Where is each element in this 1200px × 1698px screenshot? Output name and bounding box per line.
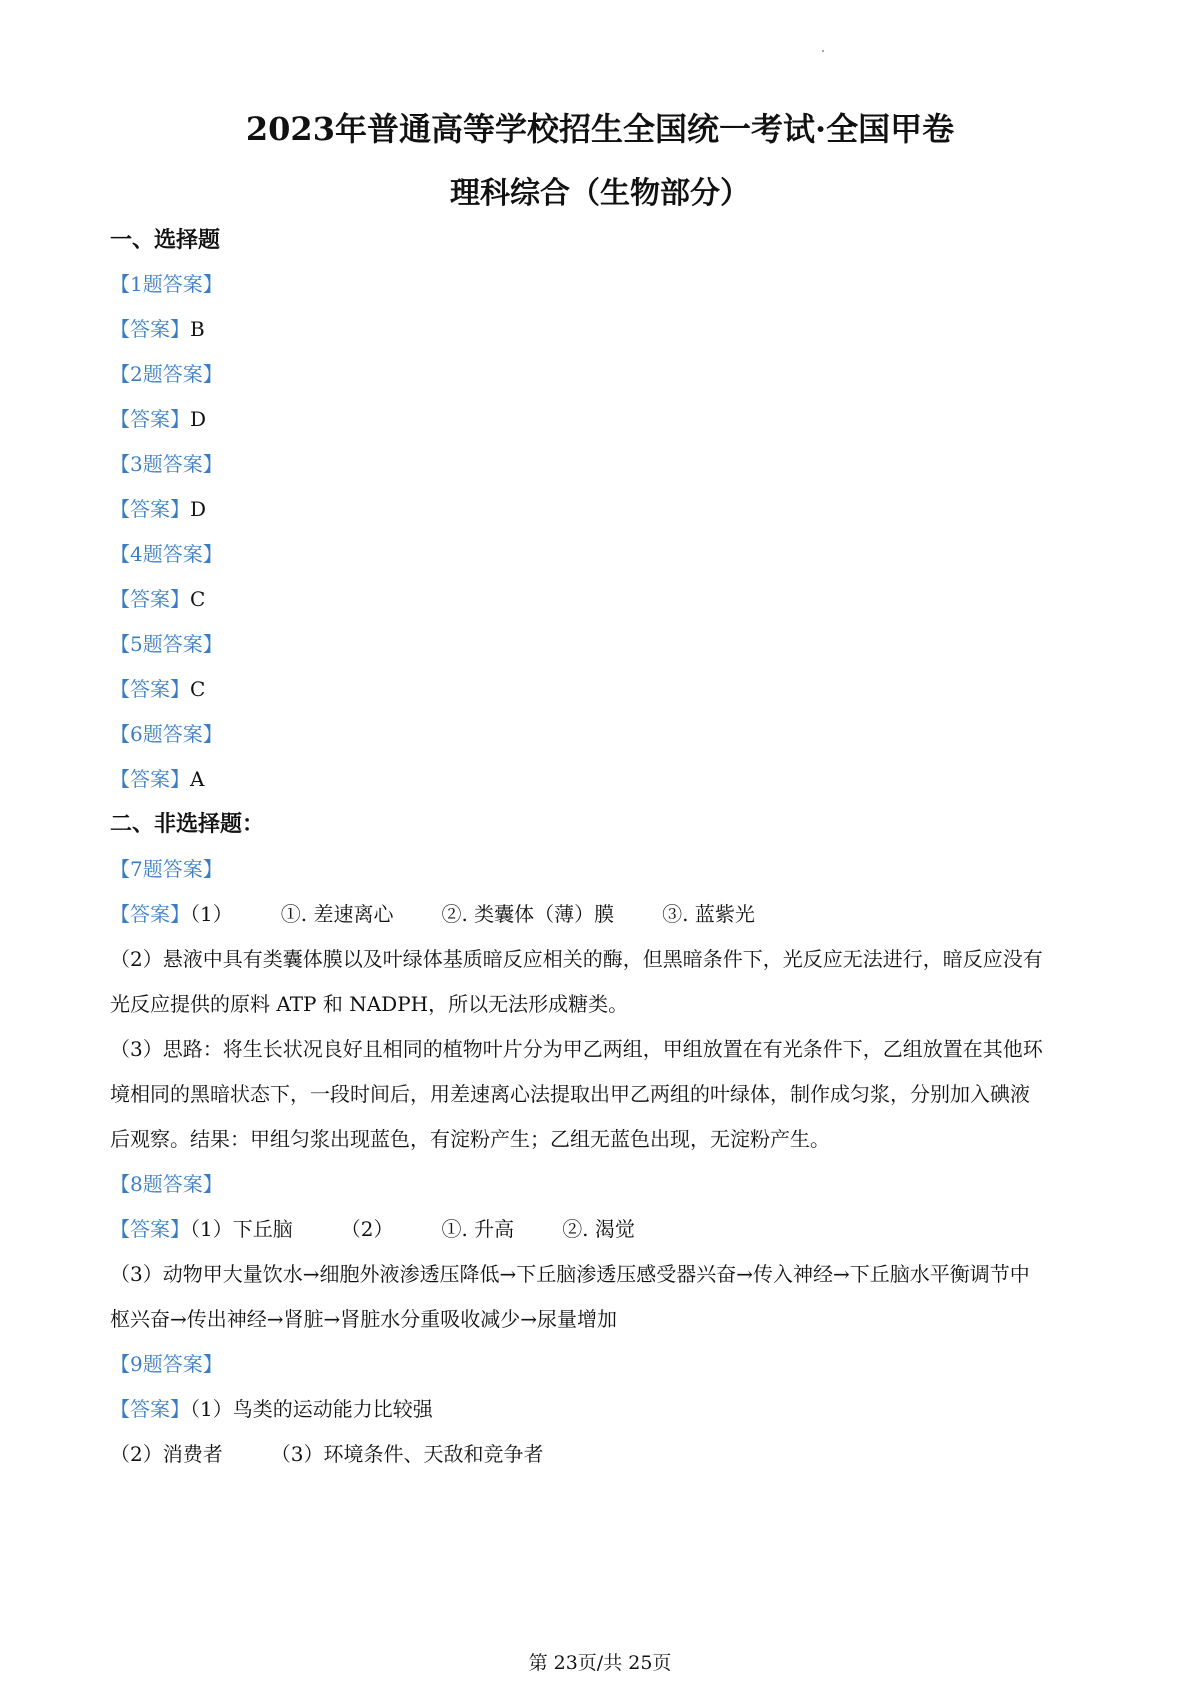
q7-answer-p1 [110,900,1100,928]
q8-label [110,1170,1100,1198]
answer-label: 【答案】 [110,767,190,791]
q5-answer [110,675,1100,703]
q9-answer-p2 [110,1440,1100,1468]
answer-value: D [190,497,207,521]
q4-label-text: 【4题答案】 [110,542,223,566]
q8-p3-line2: 枢兴奋→传出神经→肾脏→肾脏水分重吸收减少→尿量增加 [110,1307,618,1331]
q7-p1-num: （1） [190,902,233,926]
answer-value: B [190,317,205,341]
answer-label: 【答案】 [110,1397,190,1421]
q7-p3-line3: 后观察。结果：甲组匀浆出现蓝色，有淀粉产生；乙组无蓝色出现，无淀粉产生。 [110,1127,830,1151]
q1-label-text: 【1题答案】 [110,272,223,296]
q7-p1-a: ①. 差速离心 [280,902,394,926]
answer-label: 【答案】 [110,497,190,521]
q6-label-text: 【6题答案】 [110,722,223,746]
page-title: 2023年普通高等学校招生全国统一考试·全国甲卷 [245,110,955,148]
answer-label: 【答案】 [110,317,190,341]
q7-p2-line2: 光反应提供的原料 ATP 和 NADPH，所以无法形成糖类。 [110,992,629,1016]
q3-label [110,450,1100,478]
q7-p1-b: ②. 类囊体（薄）膜 [441,902,615,926]
answer-label: 【答案】 [110,407,190,431]
page-subtitle: 理科综合（生物部分） [450,176,750,211]
answer-label: 【答案】 [110,587,190,611]
q7-p2-line1: （2）悬液中具有类囊体膜以及叶绿体基质暗反应相关的酶，但黑暗条件下，光反应无法进行，暗反应没有 [110,947,1043,971]
answer-label: 【答案】 [110,1217,190,1241]
q8-label-text: 【8题答案】 [110,1172,223,1196]
q2-label [110,360,1100,388]
section-choice: 一、选择题 [110,227,221,253]
q9-p1: （1）鸟类的运动能力比较强 [190,1397,433,1421]
q4-label [110,540,1100,568]
page-footer: 第 23页/共 25页 [528,1652,672,1674]
q7-p3-line2: 境相同的黑暗状态下，一段时间后，用差速离心法提取出甲乙两组的叶绿体，制作成匀浆，分别加入碘液 [110,1082,1030,1106]
q8-p1: （1）下丘脑 [190,1217,293,1241]
q7-p1-c: ③. 蓝紫光 [662,902,755,926]
q2-label-text: 【2题答案】 [110,362,223,386]
q8-p3-line1: （3）动物甲大量饮水→细胞外液渗透压降低→下丘脑渗透压感受器兴奋→传入神经→下丘脑水平衡调节中 [110,1262,1030,1286]
q7-label-text: 【7题答案】 [110,857,223,881]
q8-p2-num: （2） [340,1217,394,1241]
q9-p2: （2）消费者 [110,1442,223,1466]
q1-label [110,270,1100,298]
q8-answer-p1 [110,1215,1100,1243]
q7-label [110,855,1100,883]
q2-answer [110,405,1100,433]
q3-answer [110,495,1100,523]
q7-p3-line1: （3）思路：将生长状况良好且相同的植物叶片分为甲乙两组，甲组放置在有光条件下，乙组放置在其他环 [110,1037,1043,1061]
q9-answer-p1 [110,1395,1100,1423]
q5-label [110,630,1100,658]
answer-value: C [190,587,206,611]
q6-answer [110,765,1100,793]
q9-label-text: 【9题答案】 [110,1352,223,1376]
q4-answer [110,585,1100,613]
q9-label [110,1350,1100,1378]
answer-value: D [190,407,207,431]
q9-p3: （3）环境条件、天敌和竞争者 [270,1442,544,1466]
q8-p2-a: ①. 升高 [441,1217,515,1241]
q3-label-text: 【3题答案】 [110,452,223,476]
q6-label [110,720,1100,748]
q8-p2-b: ②. 渴觉 [562,1217,635,1241]
answer-value: A [190,767,205,791]
answer-value: C [190,677,206,701]
answer-label: 【答案】 [110,677,190,701]
q5-label-text: 【5题答案】 [110,632,223,656]
q1-answer [110,315,1100,343]
answer-label: 【答案】 [110,902,190,926]
section-nonchoice: 二、非选择题： [110,811,265,837]
scan-dot [822,50,824,52]
